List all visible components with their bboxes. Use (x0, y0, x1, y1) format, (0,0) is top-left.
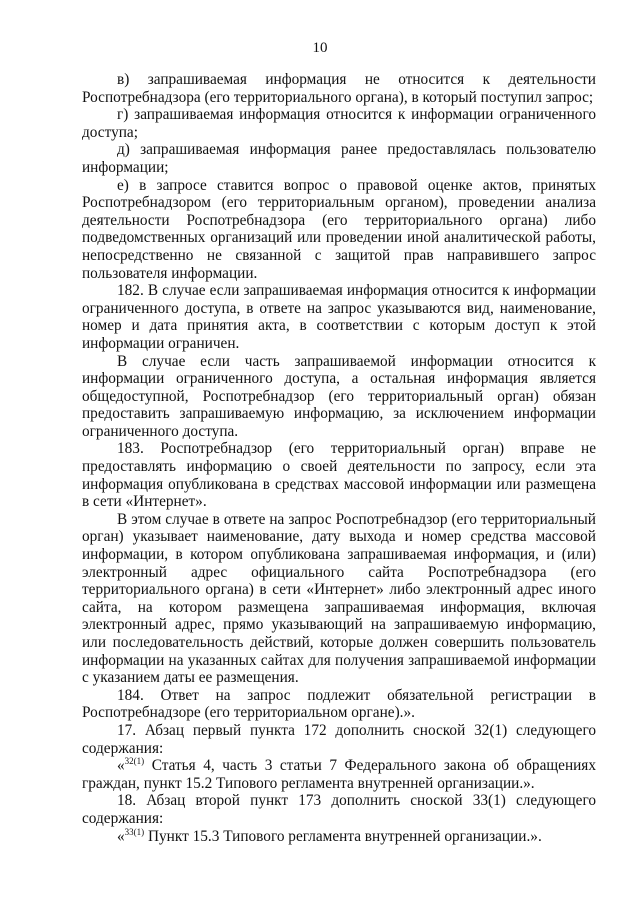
paragraph-182: 182. В случае если запрашиваемая информация относится к информации ограниченного доступа, в ответе на запрос указываются вид, наименование, номер и дата принятия акта, в соответствии с которым доступ к этой информации ограничен. (82, 282, 596, 352)
footnote-32-1 (82, 757, 596, 792)
footnote-33-1 (82, 828, 596, 846)
paragraph-item-d: д) запрашиваемая информация ранее предоставлялась пользователю информации; (82, 141, 596, 176)
paragraph-183-details: В этом случае в ответе на запрос Роспотребнадзор (его территориальный орган) указывает наименование, дату выхода и номер средства массовой информации, в котором опубликована запрашиваемая информация, и (или) электронный адрес официального сайта Роспотребнадзора (его территориального органа) в сети «Интернет» либо электронный адрес иного сайта, на котором размещена запрашиваемая информация, включая электронный адрес, прямо указывающий на запрашиваемую информацию, или последовательность действий, которые должен совершить пользователь информации на указанных сайтах для получения запрашиваемой информации с указанием даты ее размещения. (82, 510, 596, 687)
footnote-marker: 33(1) (124, 826, 145, 837)
paragraph-183: 183. Роспотребнадзор (его территориальный орган) вправе не предоставлять информацию о своей деятельности по запросу, если эта информация опубликована в средствах массовой информации или размещена в сети «Интернет». (82, 440, 596, 511)
paragraph-item-g: г) запрашиваемая информация относится к информации ограниченного доступа; (82, 106, 596, 141)
footnote-text: Пункт 15.3 Типового регламента внутренней организации.». (144, 827, 542, 845)
quote-open: « (117, 827, 125, 845)
amendment-18: 18. Абзац второй пункт 173 дополнить сноской 33(1) следующего содержания: (82, 792, 596, 827)
paragraph-182-part: В случае если часть запрашиваемой информации относится к информации ограниченного доступа, а остальная информация является общедоступной, Роспотребнадзор (его территориальный орган) обязан предоставить запрашиваемую информацию, за исключением информации ограниченного доступа. (82, 352, 596, 440)
amendment-17: 17. Абзац первый пункта 172 дополнить сноской 32(1) следующего содержания: (82, 721, 596, 757)
paragraph-184: 184. Ответ на запрос подлежит обязательной регистрации в Роспотребнадзоре (его территориальном органе).». (82, 686, 596, 722)
paragraph-item-e: е) в запросе ставится вопрос о правовой оценке актов, принятых Роспотребнадзором (его территориальным органом), проведении анализа деятельности Роспотребнадзора (его территориального органа) либо подведомственных организаций или проведении иной аналитической работы, непосредственно не связанной с защитой прав направившего запрос пользователя информации. (82, 176, 596, 282)
footnote-marker: 32(1) (124, 756, 145, 767)
document-body (82, 71, 596, 845)
paragraph-item-v: в) запрашиваемая информация не относится к деятельности Роспотребнадзора (его территориального органа), в который поступил запрос; (82, 71, 596, 106)
footnote-text: Статья 4, часть 3 статьи 7 Федерального закона об обращениях граждан, пункт 15.2 Типового регламента внутренней организации.». (82, 757, 596, 792)
page-number: 10 (312, 40, 328, 56)
quote-open: « (117, 757, 125, 775)
